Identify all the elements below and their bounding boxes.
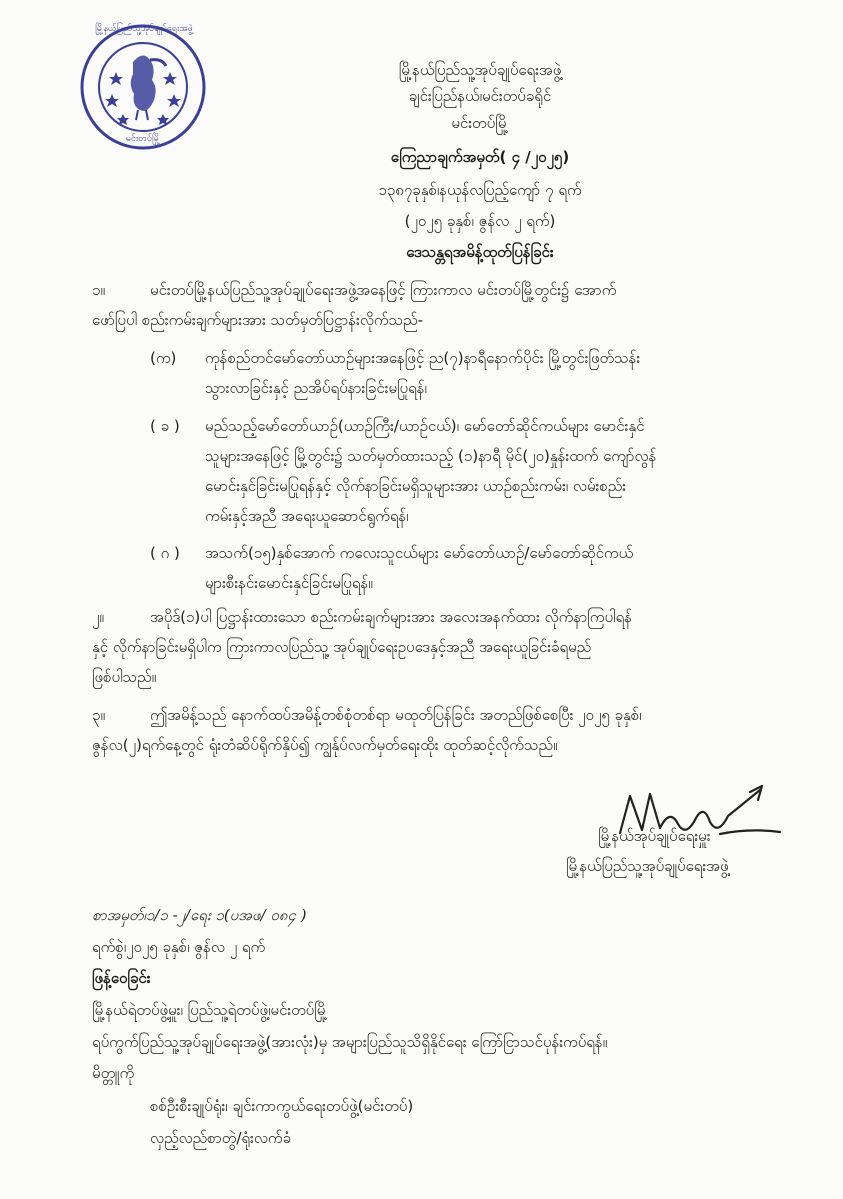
paragraph-number-3: ၃။ — [92, 706, 105, 724]
reference-date: ရက်စွဲ၊၂၀၂၅ ခုနှစ်၊ ဇွန်လ ၂ ရက် — [92, 938, 266, 956]
subitem-kha-line-1: မည်သည့်မော်တော်ယာဉ်(ယာဉ်ကြီး/ယာဉ်ငယ်)၊ မော်တော်ဆိုင်ကယ်များ မောင်းနှင် — [205, 417, 645, 435]
header-state: ချင်းပြည်နယ်၊မင်းတပ်ခရိုင် — [408, 87, 552, 105]
subitem-label-ka: (က) — [150, 349, 177, 367]
paragraph-number-1: ၁။ — [92, 281, 105, 299]
subitem-ka-line-2: သွားလာခြင်းနှင့် ညအိပ်ရပ်နားခြင်းမပြုရန်၊ — [205, 379, 427, 397]
paragraph-2-line-1: အပိုဒ်(၁)ပါ ပြဋ္ဌာန်းထားသော စည်းကမ်းချက်များအား အလေးအနက်ထား လိုက်နာကြပါရန် — [150, 608, 632, 626]
subitem-kha-line-4: ကမ်းနှင့်အညီ အရေးယူဆောင်ရွက်ရန်၊ — [205, 507, 409, 525]
header-org: မြို့နယ်ပြည်သူ့အုပ်ချုပ်ရေးအဖွဲ့ — [398, 61, 562, 79]
subitem-ka-line-1: ကုန်စည်တင်မော်တော်ယာဉ်များအနေဖြင့် ည(၇)နာရီနောက်ပိုင်း မြို့တွင်းဖြတ်သန်း — [205, 349, 641, 367]
subitem-ga-line-2: များစီးနင်းမောင်းနှင်ခြင်းမပြုရန်။ — [205, 574, 373, 592]
date-myanmar: ၁၃၈၇ခုနှစ်၊နယုန်လပြည့်ကျော် ၇ ရက် — [378, 181, 582, 199]
paragraph-3-line-2: ဇွန်လ(၂)ရက်နေ့တွင် ရုံးတံဆိပ်ရိုက်နှိပ်၍ ကျွန်ုပ်လက်မှတ်ရေးထိုး ထုတ်ဆင့်လိုက်သည်။ — [92, 736, 558, 754]
reference-number: စာအမှတ်၊၁/၁ -၂/ရေး ၁(ပအဖ/ ၀၈၄ ) — [92, 906, 307, 924]
signatory-title: မြို့နယ်အုပ်ချုပ်ရေးမှူး — [598, 827, 711, 845]
copy-item-1: စစ်ဦးစီးချုပ်ရုံး၊ ချင်းကာကွယ်ရေးတပ်ဖွဲ့(မင်းတပ်) — [150, 1097, 414, 1115]
subitem-label-kha: ( ခ ) — [150, 417, 180, 435]
paragraph-2-line-2: နှင့် လိုက်နာခြင်းမရှိပါက ကြားကာလပြည်သူ့ အုပ်ချုပ်ရေးဥပဒေနှင့်အညီ အရေးယူခြင်းခံရမည် — [92, 638, 592, 656]
copy-heading: မိတ္တူကို — [92, 1064, 135, 1082]
distribution-item-1: မြို့နယ်ရဲတပ်ဖွဲ့မှူး၊ ပြည်သူ့ရဲတပ်ဖွဲ့၊မင်းတပ်မြို့ — [92, 1001, 328, 1019]
subitem-ga-line-1: အသက်(၁၅)နှစ်အောက် ကလေးသူငယ်များ မော်တော်ယာဉ်/မော်တော်ဆိုင်ကယ် — [205, 544, 634, 562]
header-town: မင်းတပ်မြို့ — [451, 114, 509, 132]
subitem-kha-line-2: သူများအနေဖြင့် မြို့တွင်း၌ သတ်မှတ်ထားသည့် (၁)နာရီ မိုင်(၂၀)နှုန်းထက် ကျော်လွန် — [205, 447, 657, 465]
seal-emblem-icon — [78, 22, 208, 152]
seal-bottom-text: မင်းတပ်မြို့ — [125, 134, 161, 144]
distribution-heading: ဖြန့်ဝေခြင်း — [92, 969, 151, 987]
paragraph-1-line-1: မင်းတပ်မြို့နယ်ပြည်သူ့အုပ်ချုပ်ရေးအဖွဲ့အနေဖြင့် ကြားကာလ မင်းတပ်မြို့တွင်း၌ အောက် — [150, 281, 617, 299]
subitem-label-ga: ( ဂ ) — [150, 544, 180, 562]
paragraph-number-2: ၂။ — [92, 608, 104, 626]
seal-top-text: မြို့နယ်ပြည်သူ့အုပ်ချုပ်ရေးအဖွဲ့ — [95, 24, 193, 34]
paragraph-3-line-1: ဤအမိန့်သည် နောက်ထပ်အမိန့်တစ်စုံတစ်ရာ မထုတ်ပြန်ခြင်း အတည်ဖြစ်စေပြီး ၂၀၂၅ ခုနှစ်၊ — [150, 706, 642, 724]
announcement-number: ကြေညာချက်အမှတ်( ၄ /၂၀၂၅) — [390, 148, 570, 166]
distribution-item-2: ရပ်ကွက်ပြည်သူ့အုပ်ချုပ်ရေးအဖွဲ့(အားလုံး)မှ အများပြည်သူသိရှိနိုင်ရေး ကြော်ငြာသင်ပုန်းကပ်ရန်။ — [92, 1033, 608, 1051]
paragraph-1-line-2: ဖော်ပြပါ စည်းကမ်းချက်များအား သတ်မှတ်ပြဋ္ဌာန်းလိုက်သည်- — [92, 311, 423, 329]
subitem-kha-line-3: မောင်းနှင်ခြင်းမပြုရန်နှင့် လိုက်နာခြင်းမရှိသူများအား ယာဉ်စည်းကမ်း၊ လမ်းစည်း — [205, 477, 627, 495]
official-seal — [78, 22, 208, 152]
date-western: (၂၀၂၅ ခုနှစ်၊ ဇွန်လ ၂ ရက်) — [404, 212, 556, 230]
signatory-org: မြို့နယ်ပြည်သူ့အုပ်ချုပ်ရေးအဖွဲ့ — [566, 857, 729, 875]
paragraph-2-line-3: ဖြစ်ပါသည်။ — [92, 668, 157, 686]
copy-item-2: လှည့်လည်စာတွဲ/ရုံးလက်ခံ — [150, 1129, 291, 1147]
subject-title: ဒေသန္တရအမိန့်ထုတ်ပြန်ခြင်း — [406, 243, 554, 261]
